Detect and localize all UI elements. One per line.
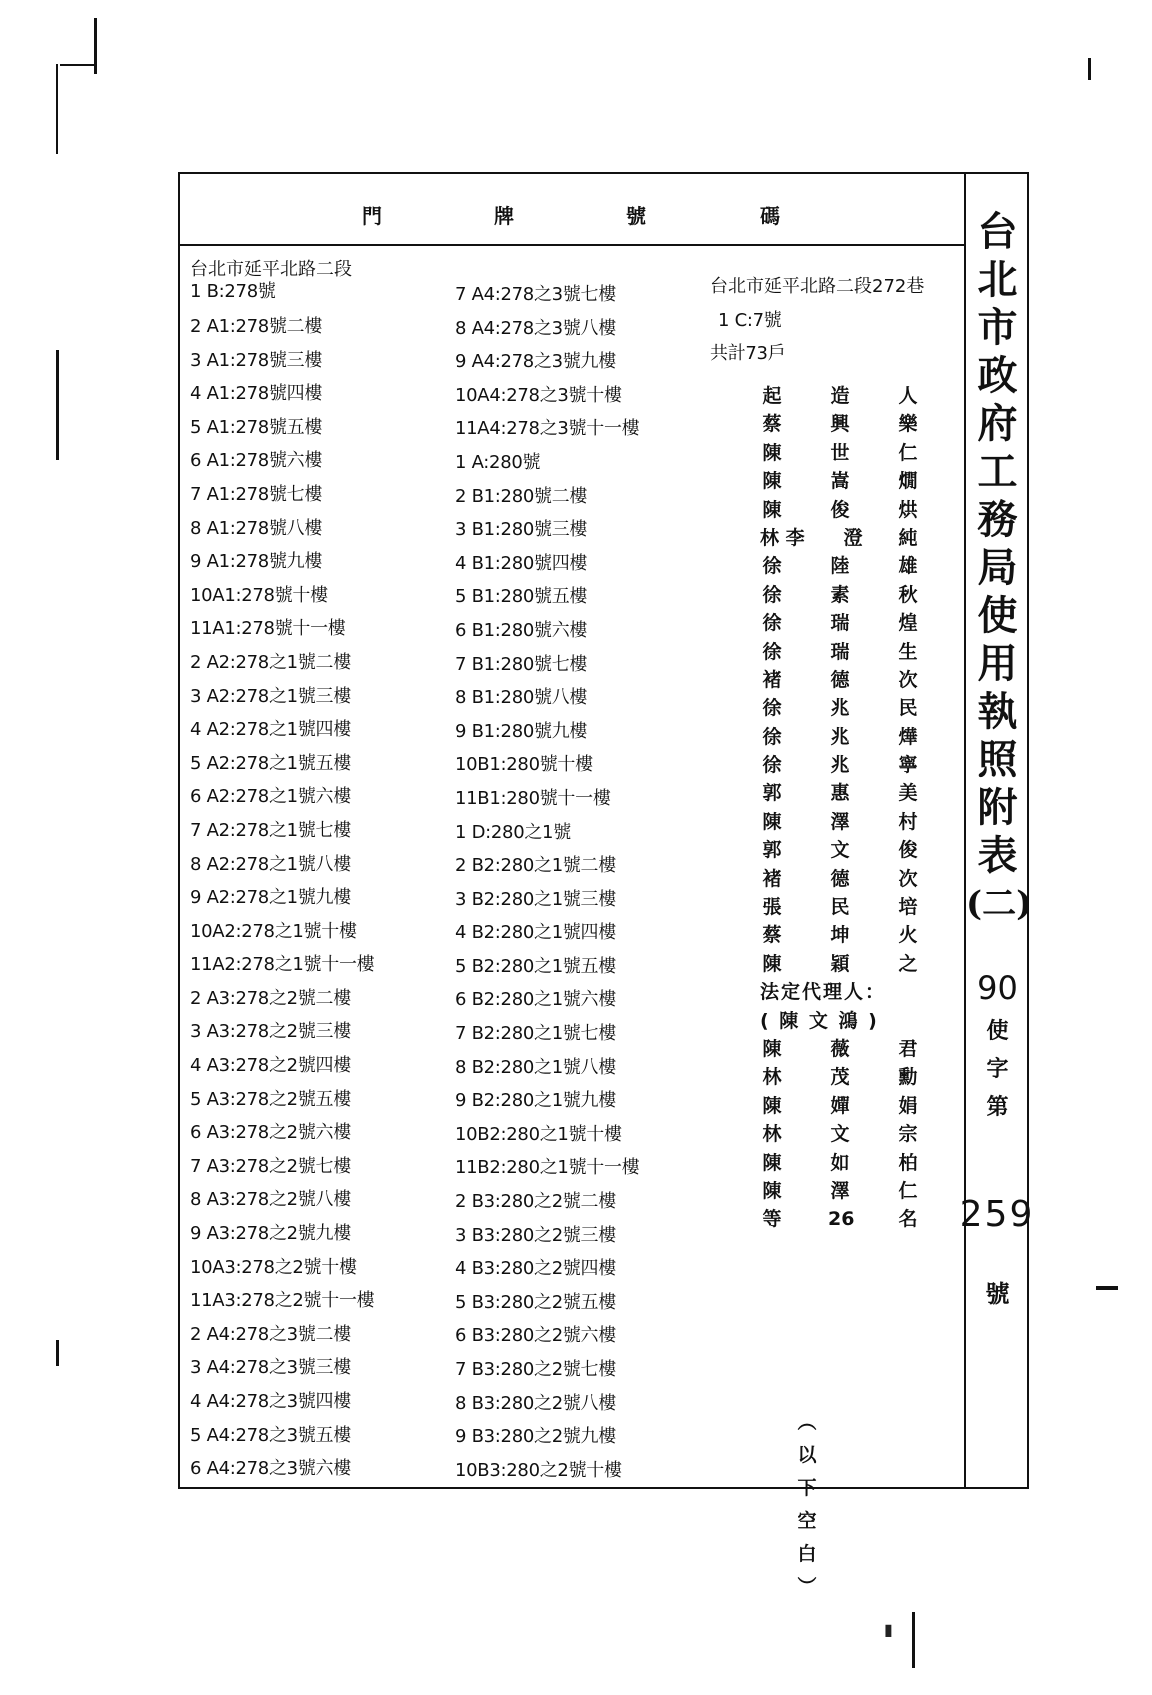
blank-below-note [792,1406,822,1604]
scan-mark-right-2 [1096,1286,1118,1290]
name-char: 生 [898,640,918,663]
address-column-2 [455,278,639,1487]
address-row: 5 A1:278號五樓 [190,416,323,438]
address-row: 3 A1:278號三樓 [190,349,323,371]
name-char: 名 [898,1208,918,1231]
name-char: 培 [898,896,918,919]
name-char: 次 [898,867,918,890]
address-row: 7 A3:278之2號七樓 [190,1155,351,1177]
name-char: 嬋 [830,1094,850,1117]
address-row: 3 A3:278之2號三樓 [190,1021,351,1043]
name-char: 褚 [762,668,782,691]
applicant-row [760,467,920,495]
title-char: 附 [977,784,1018,831]
name-char: 坤 [830,924,850,947]
address-row: 4 A4:278之3號四樓 [190,1391,351,1412]
name-char: 郭 [762,839,782,862]
scan-mark-bottom [912,1612,915,1668]
address-row: 8 B3:280之2號八樓 [455,1392,616,1414]
applicant-row [760,751,920,779]
scan-mark-left-bar [60,64,96,66]
address-row: 10A3:278之2號十樓 [190,1256,357,1278]
address-row: 9 B2:280之1號九樓 [455,1090,616,1112]
name-char: 徐 [762,754,782,777]
address-row: 2 A1:278號二樓 [190,316,323,337]
address-row: 5 A2:278之1號五樓 [190,752,351,774]
title-char: 照 [977,736,1018,783]
name-char: 惠 [830,782,850,805]
name-char: 樂 [898,413,918,436]
name-char: 徐 [762,640,782,663]
address-row: 7 A1:278號七樓 [190,483,323,505]
applicant-row [760,893,920,921]
address-row: 11A2:278之1號十一樓 [190,954,375,976]
page-title [966,208,1033,928]
table-header [180,174,964,246]
address-row: 1 A:280號 [455,451,541,473]
address-row: 8 B1:280號八樓 [455,687,588,709]
header-door: 門 [362,204,382,228]
note-char: ︵ [797,1411,817,1433]
address-row: 10A2:278之1號十樓 [190,920,357,942]
name-char: 等 [762,1208,782,1231]
name-char: 美 [898,782,918,805]
address-row: 5 B1:280號五樓 [455,586,588,608]
name-char: 造 [830,385,850,407]
applicant-row [760,1205,920,1233]
applicant-row [760,1177,920,1205]
name-char: 德 [830,668,850,691]
address-row: 1 B:278號 [190,281,276,302]
address-row: 6 B2:280之1號六樓 [455,989,616,1011]
address-section [180,174,966,1598]
address-row: 4 A1:278號四樓 [190,383,323,405]
note-char: 下 [797,1477,817,1499]
name-char: 君 [898,1037,918,1060]
address-row: 3 B1:280號三樓 [455,519,588,541]
name-char: 村 [898,810,918,833]
applicant-row [760,950,920,978]
name-char: 穎 [830,952,850,975]
address-row: 5 B2:280之1號五樓 [455,955,616,977]
name-char: 如 [830,1151,850,1174]
name-char: 張 [762,896,782,919]
address-row: 9 A4:278之3號九樓 [455,351,616,373]
address-row: 9 B3:280之2號九樓 [455,1426,616,1448]
name-char: 陸 [830,555,850,578]
name-char: 徐 [762,697,782,720]
address-row: 11A3:278之2號十一樓 [190,1290,375,1312]
applicant-row [760,439,920,467]
address-row: 7 B1:280號七樓 [455,653,588,675]
title-char: 局 [977,544,1018,591]
name-char: 仁 [898,1179,918,1202]
name-char: 之 [898,952,918,975]
applicant-row [760,609,920,637]
note-char: 白 [797,1543,817,1565]
address-row: 5 B3:280之2號五樓 [455,1291,616,1313]
address-row: 5 A3:278之2號五樓 [190,1088,351,1110]
applicant-row [760,1035,920,1063]
name-char: 素 [830,583,850,606]
title-char: 用 [977,640,1018,687]
applicant-row [760,496,920,524]
applicant-row [760,1149,920,1177]
street-name: 台北市延平北路二段 [190,259,352,280]
address-row: 7 A2:278之1號七樓 [190,819,351,841]
name-char: 徐 [762,725,782,748]
address-row: 4 B3:280之2號四樓 [455,1258,616,1280]
name-char: 興 [830,413,850,436]
address-row: 1 D:280之1號 [455,821,571,843]
name-char: 燁 [898,725,918,748]
name-char: 宗 [898,1123,918,1146]
name-char: 澤 [830,1179,850,1202]
name-char: 陳 [762,1094,782,1117]
applicant-row [760,581,920,609]
name-char: 兆 [830,725,850,748]
address-row: 6 A3:278之2號六樓 [190,1122,351,1144]
name-char: 民 [830,896,850,919]
address-row: 6 A2:278之1號六樓 [190,786,351,808]
address-row: 2 B3:280之2號二樓 [455,1191,616,1213]
name-char: 俊 [830,498,850,521]
name-char: 人 [898,385,918,407]
note-char: 空 [797,1510,817,1532]
address-row: 10A4:278之3號十樓 [455,384,622,406]
doc-year: 90 [977,969,1018,1007]
address-row: 5 A4:278之3號五樓 [190,1424,351,1446]
scan-mark-left-4 [56,1340,59,1366]
name-char: 林 [762,1066,782,1089]
applicant-row [760,808,920,836]
address-row: 2 A2:278之1號二樓 [190,651,351,673]
applicant-row [760,1092,920,1120]
name-char: 兆 [830,697,850,720]
address-row: 10B2:280之1號十樓 [455,1123,622,1145]
applicant-row [760,865,920,893]
name-char: 陳 [762,1037,782,1060]
doc-number-suffix: 號 [985,1280,1010,1308]
applicant-row [760,1120,920,1148]
address-row: 11A1:278號十一樓 [190,618,346,640]
household-total: 共計73戶 [710,343,786,365]
name-char: 純 [898,526,918,549]
address-row: 10B3:280之2號十樓 [455,1459,622,1481]
title-char: 北 [977,256,1018,303]
address-row: 6 B1:280號六樓 [455,619,588,641]
address-row: 11A4:278之3號十一樓 [455,418,640,440]
name-char: 郭 [762,782,782,805]
address-row: 7 B3:280之2號七樓 [455,1359,616,1380]
name-char: 文 [830,1123,850,1146]
address-row: 2 B1:280號二樓 [455,485,588,507]
name-char: 雄 [898,555,918,578]
name-char: 薇 [830,1037,850,1060]
address-row: 9 B1:280號九樓 [455,720,588,742]
address-row: 2 B2:280之1號二樓 [455,855,616,877]
name-char: 澤 [830,810,850,833]
applicant-list [760,382,920,1234]
name-char: 26 [828,1208,855,1231]
applicant-row [760,666,920,694]
name-char: 寧 [898,754,918,777]
address-row: 4 B1:280號四樓 [455,552,588,574]
address-row: 3 B3:280之2號三樓 [455,1224,616,1246]
title-char: 使 [977,592,1018,639]
address-row: 1 C:7號 [718,309,782,331]
name-char: 茂 [830,1066,850,1089]
address-row: 7 B2:280之1號七樓 [455,1023,616,1045]
title-char: 政 [977,352,1018,399]
title-char: 務 [977,496,1018,543]
header-plate: 牌 [494,204,514,228]
street-lane: 台北市延平北路二段272巷 [710,276,925,297]
applicant-row [760,638,920,666]
address-column-3 [710,270,924,371]
address-row: 11B1:280號十一樓 [455,787,611,809]
name-char: 德 [830,867,850,890]
address-row: 2 A4:278之3號二樓 [190,1323,351,1345]
address-row: 8 B2:280之1號八樓 [455,1056,616,1078]
name-char: 秋 [898,583,918,606]
address-row: 4 B2:280之1號四樓 [455,922,616,944]
name-char: 蔡 [762,413,782,436]
name-char: 徐 [762,583,782,606]
name-char: 澄 [843,526,863,549]
name-char: 文 [830,839,850,862]
address-row: 8 A3:278之2號八樓 [190,1189,351,1211]
header-number: 號 [626,204,646,228]
applicant-row [760,552,920,580]
name-char: 陳 [762,810,782,833]
address-row: 6 A4:278之3號六樓 [190,1458,351,1480]
address-row: 11B2:280之1號十一樓 [455,1157,640,1179]
title-char: 台 [977,208,1018,255]
name-char: 煌 [898,612,918,635]
name-char: 火 [898,924,918,947]
address-row: 8 A2:278之1號八樓 [190,853,351,875]
address-row: 9 A3:278之2號九樓 [190,1223,351,1245]
applicant-row [760,723,920,751]
name-char: 林 [762,1123,782,1146]
title-char: (二) [966,884,1033,924]
name-char: 陳 [762,470,782,493]
name-char: 次 [898,668,918,691]
name-char: 陳 [762,441,782,464]
doc-char: 字 [986,1057,1009,1082]
title-char: 執 [977,688,1018,735]
name-char: 俊 [898,839,918,862]
name-char: 蔡 [762,924,782,947]
applicant-row [760,524,920,552]
applicant-row [760,1063,920,1091]
applicant-row [760,921,920,949]
legal-representative-name: ( 陳 文 鴻 ) [760,1009,879,1032]
address-row: 3 A2:278之1號三樓 [190,685,351,707]
applicant-row [760,382,920,410]
address-row: 9 A2:278之1號九樓 [190,887,351,909]
scan-mark-right [1088,58,1091,80]
address-row: 8 A4:278之3號八樓 [455,317,616,339]
name-char: 兆 [830,754,850,777]
title-char: 表 [977,832,1018,879]
address-row: 7 A4:278之3號七樓 [455,284,616,305]
title-char: 府 [977,400,1018,447]
address-row: 8 A1:278號八樓 [190,517,323,539]
applicant-row [760,779,920,807]
name-char: 陳 [762,952,782,975]
name-char: 起 [762,385,782,407]
doc-char: 第 [986,1095,1009,1120]
scan-mark-left-3 [56,350,59,460]
name-char: 仁 [898,441,918,464]
name-char: 徐 [762,612,782,635]
applicant-row [760,410,920,438]
address-row: 9 A1:278號九樓 [190,551,323,573]
name-char: 瑞 [830,612,850,635]
document-number [966,969,1029,1127]
address-row: 10A1:278號十樓 [190,584,328,606]
name-char: 陳 [762,1151,782,1174]
attachment-table [178,172,1035,1598]
address-column-1 [190,258,374,1486]
name-char: 陳 [762,1179,782,1202]
name-char: 世 [830,441,850,464]
name-char: 娟 [898,1094,918,1117]
name-char: 嵩 [830,470,850,493]
name-char: 褚 [762,867,782,890]
address-row: 4 A3:278之2號四樓 [190,1055,351,1077]
note-char: 以 [797,1444,817,1466]
address-row: 2 A3:278之2號二樓 [190,987,351,1009]
address-row: 3 A4:278之3號三樓 [190,1357,351,1379]
scan-mark-left-2 [56,64,58,154]
page-stamp-icon: ▮ [884,1620,893,1639]
name-char: 瑞 [830,640,850,663]
applicant-row [760,694,920,722]
note-char: ︶ [797,1576,817,1598]
name-char: 徐 [762,555,782,578]
title-column [959,174,1035,1487]
title-char: 市 [977,304,1018,351]
doc-char: 使 [986,1019,1009,1044]
name-char: 柏 [898,1151,918,1174]
name-char: 勳 [898,1066,918,1089]
legal-representative-label: 法定代理人： [760,981,887,1004]
applicant-row [760,836,920,864]
address-row: 4 A2:278之1號四樓 [190,719,351,741]
name-char: 民 [898,697,918,720]
address-row: 6 A1:278號六樓 [190,450,323,472]
name-char: 燗 [898,470,918,493]
address-row: 10B1:280號十樓 [455,754,593,776]
name-char: 林 李 [760,526,805,549]
doc-number-value: 259 [959,1194,1035,1235]
address-row: 3 B2:280之1號三樓 [455,888,616,910]
name-char: 陳 [762,498,782,521]
name-char: 烘 [898,498,918,521]
address-row: 6 B3:280之2號六樓 [455,1325,616,1347]
header-code: 碼 [760,204,780,228]
title-char: 工 [977,448,1018,495]
